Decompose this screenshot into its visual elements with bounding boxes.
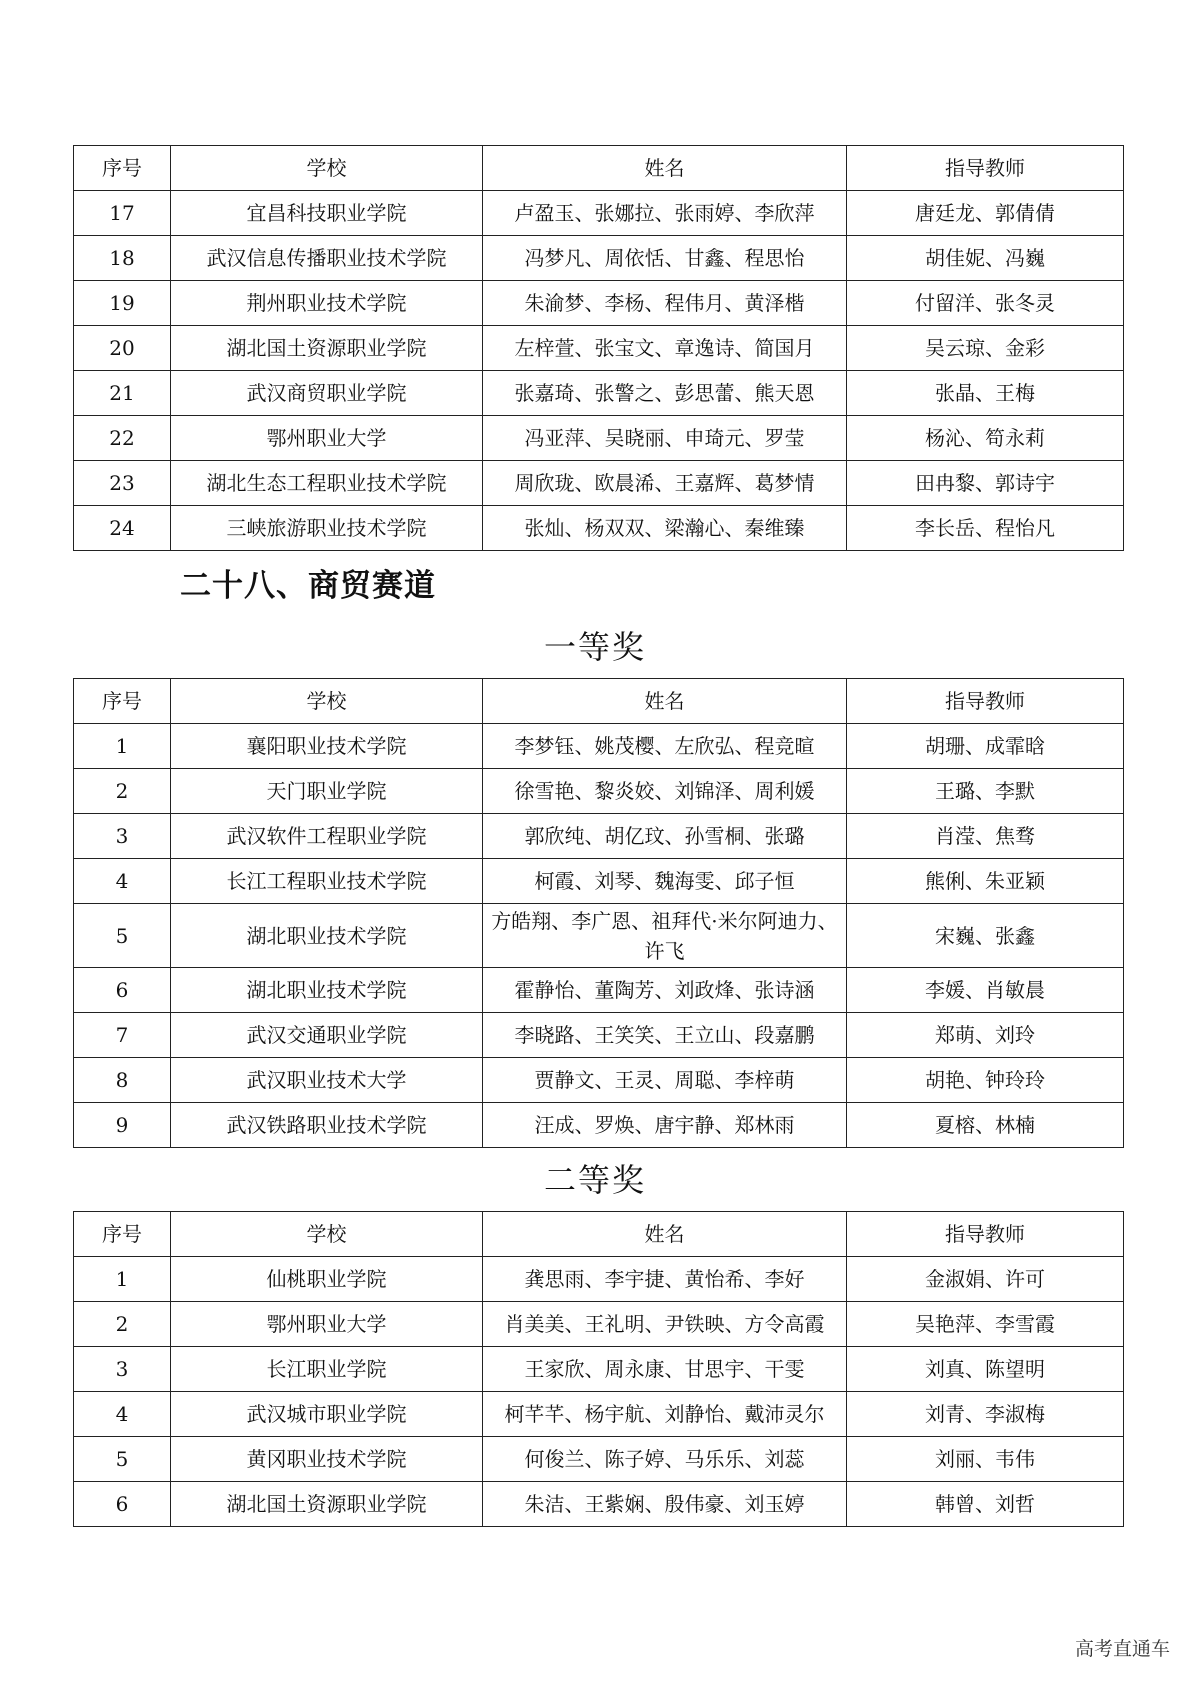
header-names: 姓名 [483,1212,847,1257]
award-table-continued [73,145,1124,551]
table-row [74,1392,1124,1437]
watermark-text: 高考直通车 [1074,1638,1170,1660]
cell-school: 武汉城市职业学院 [171,1392,483,1437]
cell-advisors: 胡艳、钟玲玲 [847,1058,1124,1103]
cell-school: 武汉铁路职业技术学院 [171,1103,483,1148]
cell-names: 李梦钰、姚茂樱、左欣弘、程竞暄 [483,724,847,769]
table-row [74,1257,1124,1302]
cell-names: 汪成、罗焕、唐宇静、郑林雨 [483,1103,847,1148]
cell-index: 2 [74,769,171,814]
cell-advisors: 李媛、肖敏晨 [847,968,1124,1013]
cell-index: 9 [74,1103,171,1148]
table-row [74,416,1124,461]
cell-school: 鄂州职业大学 [171,1302,483,1347]
table-row [74,1013,1124,1058]
cell-advisors: 付留洋、张冬灵 [847,281,1124,326]
section-title: 二十八、商贸赛道 [180,568,436,604]
table-row [74,859,1124,904]
cell-names: 张嘉琦、张警之、彭思蕾、熊天恩 [483,371,847,416]
cell-names: 柯芊芊、杨宇航、刘静怡、戴沛灵尔 [483,1392,847,1437]
table-row [74,724,1124,769]
table-header-row [74,679,1124,724]
cell-index: 2 [74,1302,171,1347]
cell-advisors: 田冉黎、郭诗宇 [847,461,1124,506]
cell-advisors: 张晶、王梅 [847,371,1124,416]
cell-advisors: 韩曾、刘哲 [847,1482,1124,1527]
cell-index: 22 [74,416,171,461]
cell-advisors: 吴艳萍、李雪霞 [847,1302,1124,1347]
table-row [74,326,1124,371]
cell-advisors: 杨沁、笱永莉 [847,416,1124,461]
cell-names: 贾静文、王灵、周聪、李梓萌 [483,1058,847,1103]
cell-school: 武汉软件工程职业学院 [171,814,483,859]
table-row [74,371,1124,416]
cell-school: 长江工程职业技术学院 [171,859,483,904]
second-prize-table [73,1211,1124,1527]
cell-advisors: 刘真、陈望明 [847,1347,1124,1392]
cell-school: 湖北国土资源职业学院 [171,1482,483,1527]
cell-school: 长江职业学院 [171,1347,483,1392]
cell-index: 17 [74,191,171,236]
header-index: 序号 [74,679,171,724]
table-row [74,1482,1124,1527]
header-advisors: 指导教师 [847,146,1124,191]
cell-index: 19 [74,281,171,326]
cell-names: 柯霞、刘琴、魏海雯、邱子恒 [483,859,847,904]
cell-school: 武汉交通职业学院 [171,1013,483,1058]
cell-names: 龚思雨、李宇捷、黄怡希、李好 [483,1257,847,1302]
table-row [74,1058,1124,1103]
cell-names: 冯亚萍、吴晓丽、申琦元、罗莹 [483,416,847,461]
table-row [74,1103,1124,1148]
cell-advisors: 熊俐、朱亚颖 [847,859,1124,904]
cell-school: 宜昌科技职业学院 [171,191,483,236]
table-row [74,506,1124,551]
header-names: 姓名 [483,146,847,191]
cell-names: 何俊兰、陈子婷、马乐乐、刘蕊 [483,1437,847,1482]
cell-school: 武汉职业技术大学 [171,1058,483,1103]
cell-school: 武汉信息传播职业技术学院 [171,236,483,281]
cell-index: 1 [74,1257,171,1302]
cell-names: 霍静怡、董陶芳、刘政烽、张诗涵 [483,968,847,1013]
table-row [74,461,1124,506]
cell-names: 王家欣、周永康、甘思宇、干雯 [483,1347,847,1392]
table-row [74,814,1124,859]
header-names: 姓名 [483,679,847,724]
header-school: 学校 [171,679,483,724]
cell-school: 襄阳职业技术学院 [171,724,483,769]
cell-names: 朱渝梦、李杨、程伟月、黄泽楷 [483,281,847,326]
cell-index: 8 [74,1058,171,1103]
cell-names: 张灿、杨双双、梁瀚心、秦维臻 [483,506,847,551]
cell-index: 20 [74,326,171,371]
cell-advisors: 刘青、李淑梅 [847,1392,1124,1437]
cell-advisors: 宋巍、张鑫 [847,904,1124,968]
cell-names: 周欣珑、欧晨浠、王嘉辉、葛梦情 [483,461,847,506]
cell-school: 荆州职业技术学院 [171,281,483,326]
cell-names: 李晓路、王笑笑、王立山、段嘉鹏 [483,1013,847,1058]
header-advisors: 指导教师 [847,1212,1124,1257]
cell-school: 湖北生态工程职业技术学院 [171,461,483,506]
cell-school: 湖北职业技术学院 [171,968,483,1013]
cell-advisors: 李长岳、程怡凡 [847,506,1124,551]
cell-school: 三峡旅游职业技术学院 [171,506,483,551]
cell-names: 卢盈玉、张娜拉、张雨婷、李欣萍 [483,191,847,236]
first-prize-table [73,678,1124,1148]
first-prize-title: 一等奖 [543,628,646,666]
cell-index: 18 [74,236,171,281]
table-row [74,769,1124,814]
cell-school: 武汉商贸职业学院 [171,371,483,416]
cell-names: 冯梦凡、周依恬、甘鑫、程思怡 [483,236,847,281]
table-row [74,968,1124,1013]
cell-index: 4 [74,1392,171,1437]
second-prize-title: 二等奖 [543,1161,646,1199]
header-index: 序号 [74,146,171,191]
cell-index: 5 [74,1437,171,1482]
cell-advisors: 肖滢、焦骛 [847,814,1124,859]
cell-advisors: 刘丽、韦伟 [847,1437,1124,1482]
cell-advisors: 吴云琼、金彩 [847,326,1124,371]
cell-index: 21 [74,371,171,416]
header-index: 序号 [74,1212,171,1257]
table-row [74,1437,1124,1482]
cell-names: 方皓翔、李广恩、祖拜代·米尔阿迪力、许飞 [483,904,847,968]
table-header-row [74,1212,1124,1257]
cell-school: 天门职业学院 [171,769,483,814]
cell-index: 1 [74,724,171,769]
cell-advisors: 胡珊、成霏晗 [847,724,1124,769]
cell-school: 黄冈职业技术学院 [171,1437,483,1482]
header-advisors: 指导教师 [847,679,1124,724]
table-row [74,1302,1124,1347]
cell-names: 郭欣纯、胡亿玟、孙雪桐、张璐 [483,814,847,859]
cell-index: 23 [74,461,171,506]
cell-index: 3 [74,814,171,859]
cell-names: 肖美美、王礼明、尹铁映、方令高霞 [483,1302,847,1347]
cell-index: 6 [74,1482,171,1527]
cell-advisors: 王璐、李默 [847,769,1124,814]
cell-school: 仙桃职业学院 [171,1257,483,1302]
header-school: 学校 [171,146,483,191]
header-school: 学校 [171,1212,483,1257]
cell-school: 湖北职业技术学院 [171,904,483,968]
cell-index: 3 [74,1347,171,1392]
cell-index: 7 [74,1013,171,1058]
cell-school: 鄂州职业大学 [171,416,483,461]
table-row [74,1347,1124,1392]
cell-index: 24 [74,506,171,551]
table-row [74,191,1124,236]
cell-advisors: 金淑娟、许可 [847,1257,1124,1302]
cell-school: 湖北国土资源职业学院 [171,326,483,371]
table-row [74,904,1124,968]
cell-index: 4 [74,859,171,904]
table-header-row [74,146,1124,191]
table-row [74,236,1124,281]
cell-advisors: 郑萌、刘玲 [847,1013,1124,1058]
cell-index: 5 [74,904,171,968]
table-row [74,281,1124,326]
cell-advisors: 胡佳妮、冯巍 [847,236,1124,281]
cell-names: 朱洁、王紫娴、殷伟豪、刘玉婷 [483,1482,847,1527]
cell-names: 徐雪艳、黎炎姣、刘锦泽、周利媛 [483,769,847,814]
cell-index: 6 [74,968,171,1013]
cell-advisors: 夏榕、林楠 [847,1103,1124,1148]
cell-advisors: 唐廷龙、郭倩倩 [847,191,1124,236]
cell-names: 左梓萱、张宝文、章逸诗、简国月 [483,326,847,371]
